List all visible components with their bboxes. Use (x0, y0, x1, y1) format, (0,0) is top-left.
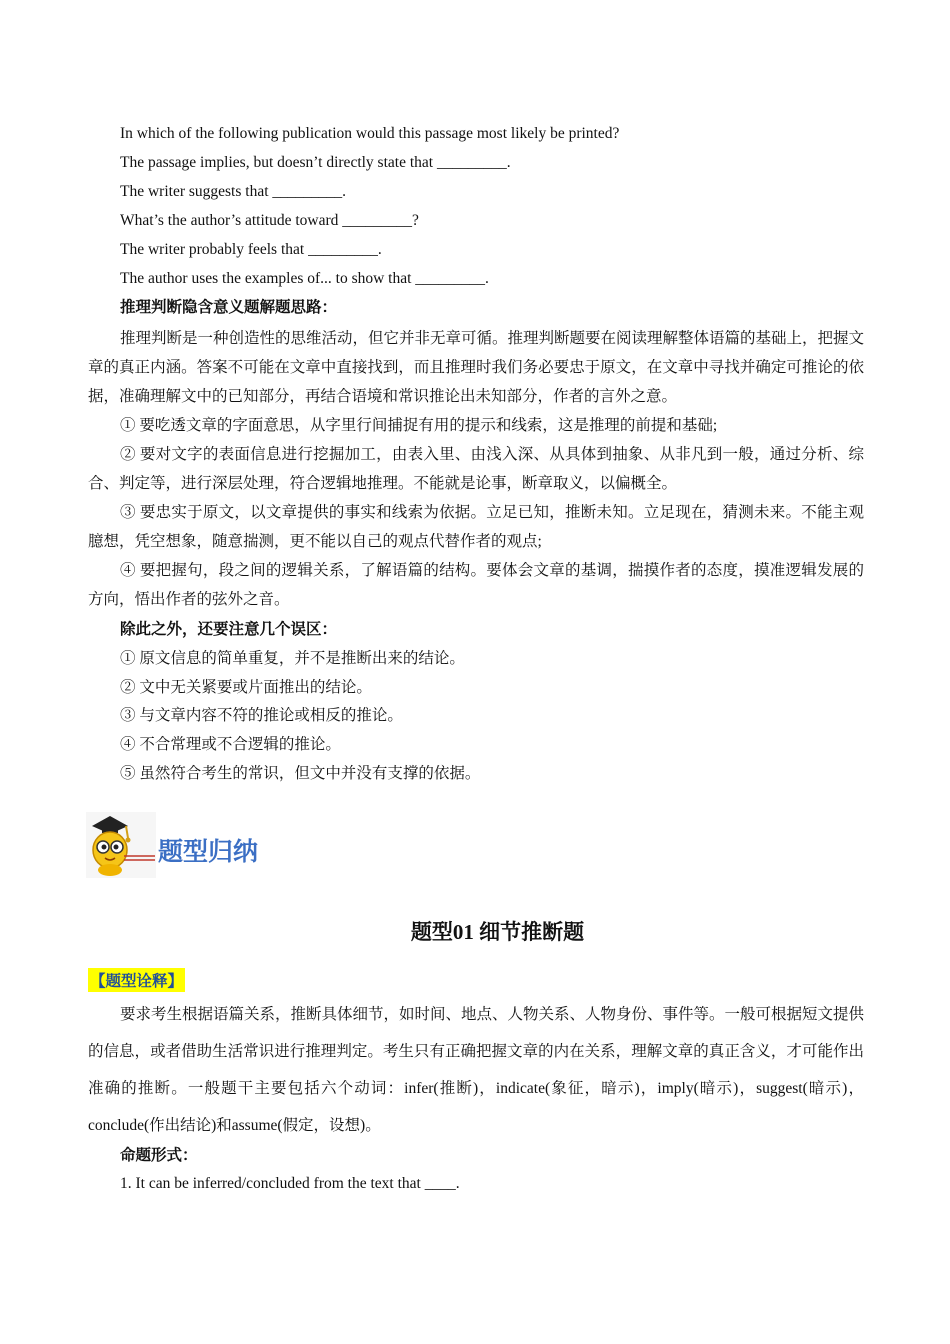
question-form-6: The author uses the examples of... to show that _________. (120, 270, 489, 287)
scholar-mascot-icon (86, 812, 156, 878)
pitfall-5: ⑤ 虽然符合考生的常识，但文中并没有支撑的依据。 (120, 765, 481, 782)
question-form-1: In which of the following publication would this passage most likely be printed? (120, 125, 620, 142)
approach-intro: 推理判断是一种创造性的思维活动，但它并非无章可循。推理判断题要在阅读理解整体语篇的基础上，把握文章的真正内涵。答案不可能在文章中直接找到，而且推理时我们务必要忠于原文，在文章中寻找并确定可推论的依据，准确理解文中的已知部分，再结合语境和常识推论出未知部分，作者的言外之意。 (88, 330, 865, 405)
section-banner (86, 812, 346, 880)
section-tag: 【题型诠释】 (88, 968, 185, 992)
approach-heading: 推理判断隐含意义题解题思路： (120, 299, 338, 316)
banner-title: 题型归纳 (158, 837, 259, 866)
approach-point-2: ② 要对文字的表面信息进行挖掘加工，由表入里、由浅入深、从具体到抽象、从非凡到一般，通过分析、综合、判定等，进行深层处理，符合逻辑地推理。不能就是论事，断章取义，以偏概全。 (88, 446, 864, 492)
pitfalls-heading: 除此之外，还要注意几个误区： (120, 621, 338, 638)
forms-heading: 命题形式： (120, 1147, 198, 1164)
approach-point-4: ④ 要把握句，段之间的逻辑关系，了解语篇的结构。要体会文章的基调，揣摸作者的态度，摸准逻辑发展的方向，悟出作者的弦外之音。 (88, 562, 864, 608)
pitfall-2: ② 文中无关紧要或片面推出的结论。 (120, 679, 372, 696)
pitfall-1: ① 原文信息的简单重复，并不是推断出来的结论。 (120, 650, 465, 667)
section-explanation: 要求考生根据语篇关系，推断具体细节，如时间、地点、人物关系、人物身份、事件等。一般可根据短文提供的信息，或者借助生活常识进行推理判定。考生只有正确把握文章的内在关系，理解文章的真正含义，才可能作出准确的推断。一般题干主要包括六个动词：infer(推断)，indicate(象征，暗示)，imply(暗示)，suggest(暗示)，conclude(作出结论)和assume(假定，设想)。 (88, 1006, 865, 1134)
section-title: 题型01 细节推断题 (410, 920, 585, 944)
approach-point-1: ① 要吃透文章的字面意思，从字里行间捕捉有用的提示和线索，这是推理的前提和基础; (120, 417, 718, 434)
approach-point-3: ③ 要忠实于原文，以文章提供的事实和线索为依据。立足已知，推断未知。立足现在，猜测未来。不能主观臆想，凭空想象，随意揣测，更不能以自己的观点代替作者的观点; (88, 504, 864, 550)
section-explanation-block (88, 996, 864, 1144)
approach-text (88, 324, 864, 614)
first-form: 1. It can be inferred/concluded from the text that ____. (120, 1175, 460, 1192)
question-form-5: The writer probably feels that _________. (120, 241, 382, 258)
pitfall-4: ④ 不合常理或不合逻辑的推论。 (120, 736, 341, 753)
question-form-4: What’s the author’s attitude toward _________? (120, 212, 419, 229)
question-form-2: The passage implies, but doesn’t directly state that _________. (120, 154, 511, 171)
pitfall-3: ③ 与文章内容不符的推论或相反的推论。 (120, 707, 403, 724)
question-form-3: The writer suggests that _________. (120, 183, 347, 200)
